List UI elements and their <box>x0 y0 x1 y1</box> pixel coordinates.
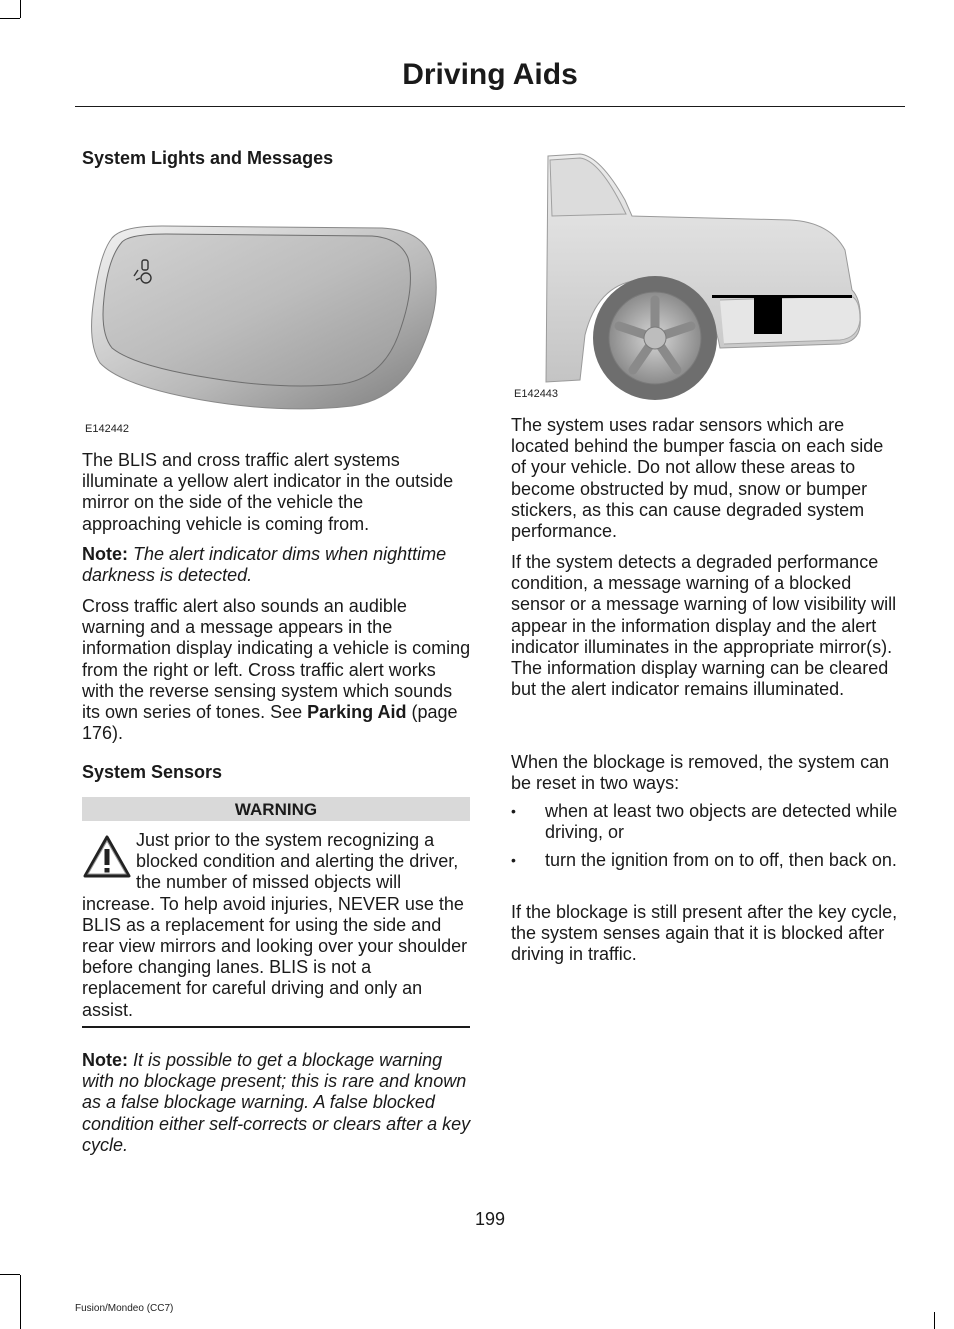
paragraph: The BLIS and cross traffic alert systems illuminate a yellow alert indicator in the outside mirror on the side of the vehicle the approaching vehicle is coming from. <box>82 450 454 534</box>
footer-model-label: Fusion/Mondeo (CC7) <box>75 1303 174 1314</box>
page-title: Driving Aids <box>402 58 578 91</box>
rear-bumper-illustration <box>540 150 870 400</box>
note: Note: It is possible to get a blockage warning with no blockage present; this is rare and known as a false blockage warning. A false blocked condition either self-corrects or clears after a key cycle. <box>82 1050 471 1155</box>
warning-header: WARNING <box>82 797 470 821</box>
list-item: • turn the ignition from on to off, then back on. <box>511 850 903 871</box>
paragraph: Cross traffic alert also sounds an audible warning and a message appears in the information display indicating a vehicle is coming from the right or left. Cross traffic alert works with the reverse sensing system which sounds its own series of tones. See Parking Aid (page 176). <box>82 596 471 744</box>
parking-aid-link[interactable]: Parking Aid <box>307 702 407 723</box>
figure-code: E142443 <box>514 388 559 400</box>
crop-mark <box>0 18 20 19</box>
radar-sensor-area <box>754 298 782 334</box>
page-number: 199 <box>474 1209 506 1229</box>
section-heading-sensors: System Sensors <box>82 762 223 782</box>
crop-mark <box>0 1274 20 1275</box>
figure-code: E142442 <box>85 423 130 435</box>
warning-text: Just prior to the system recognizing a blocked condition and alerting the driver, the number of missed objects will increase. To help avoid injuries, NEVER use the BLIS as a replacement for using the side and rear view mirrors and looking over your shoulder before changing lanes. BLIS is not a replacement for careful driving and only an assist. <box>82 830 468 1020</box>
section-heading-lights: System Lights and Messages <box>82 148 334 168</box>
note: Note: The alert indicator dims when nighttime darkness is detected. <box>82 544 447 586</box>
crop-mark <box>20 1275 21 1329</box>
paragraph: When the blockage is removed, the system can be reset in two ways: <box>511 752 890 794</box>
mirror-illustration <box>82 218 452 418</box>
warning-text-block <box>82 830 472 1021</box>
list-item: • when at least two objects are detected while driving, or <box>511 801 903 843</box>
warning-end-rule <box>82 1026 470 1028</box>
paragraph: If the system detects a degraded performance condition, a message warning of a blocked sensor or a message warning of low visibility will appear in the information display and the alert indicator illuminates in the appropriate mirror(s). The information display warning can be cleared but the alert indicator remains illuminated. <box>511 552 897 700</box>
warning-triangle-icon <box>82 834 132 880</box>
paragraph: If the blockage is still present after the key cycle, the system senses again that it is blocked after driving in traffic. <box>511 902 898 965</box>
crop-mark <box>934 1312 935 1329</box>
crop-mark <box>20 0 21 18</box>
bullet-list <box>511 801 903 879</box>
paragraph: The system uses radar sensors which are located behind the bumper fascia on each side of your vehicle. Do not allow these areas to become obstructed by mud, snow or bumper stickers, as this can cause degraded system performance. <box>511 415 884 542</box>
title-rule <box>75 106 905 107</box>
